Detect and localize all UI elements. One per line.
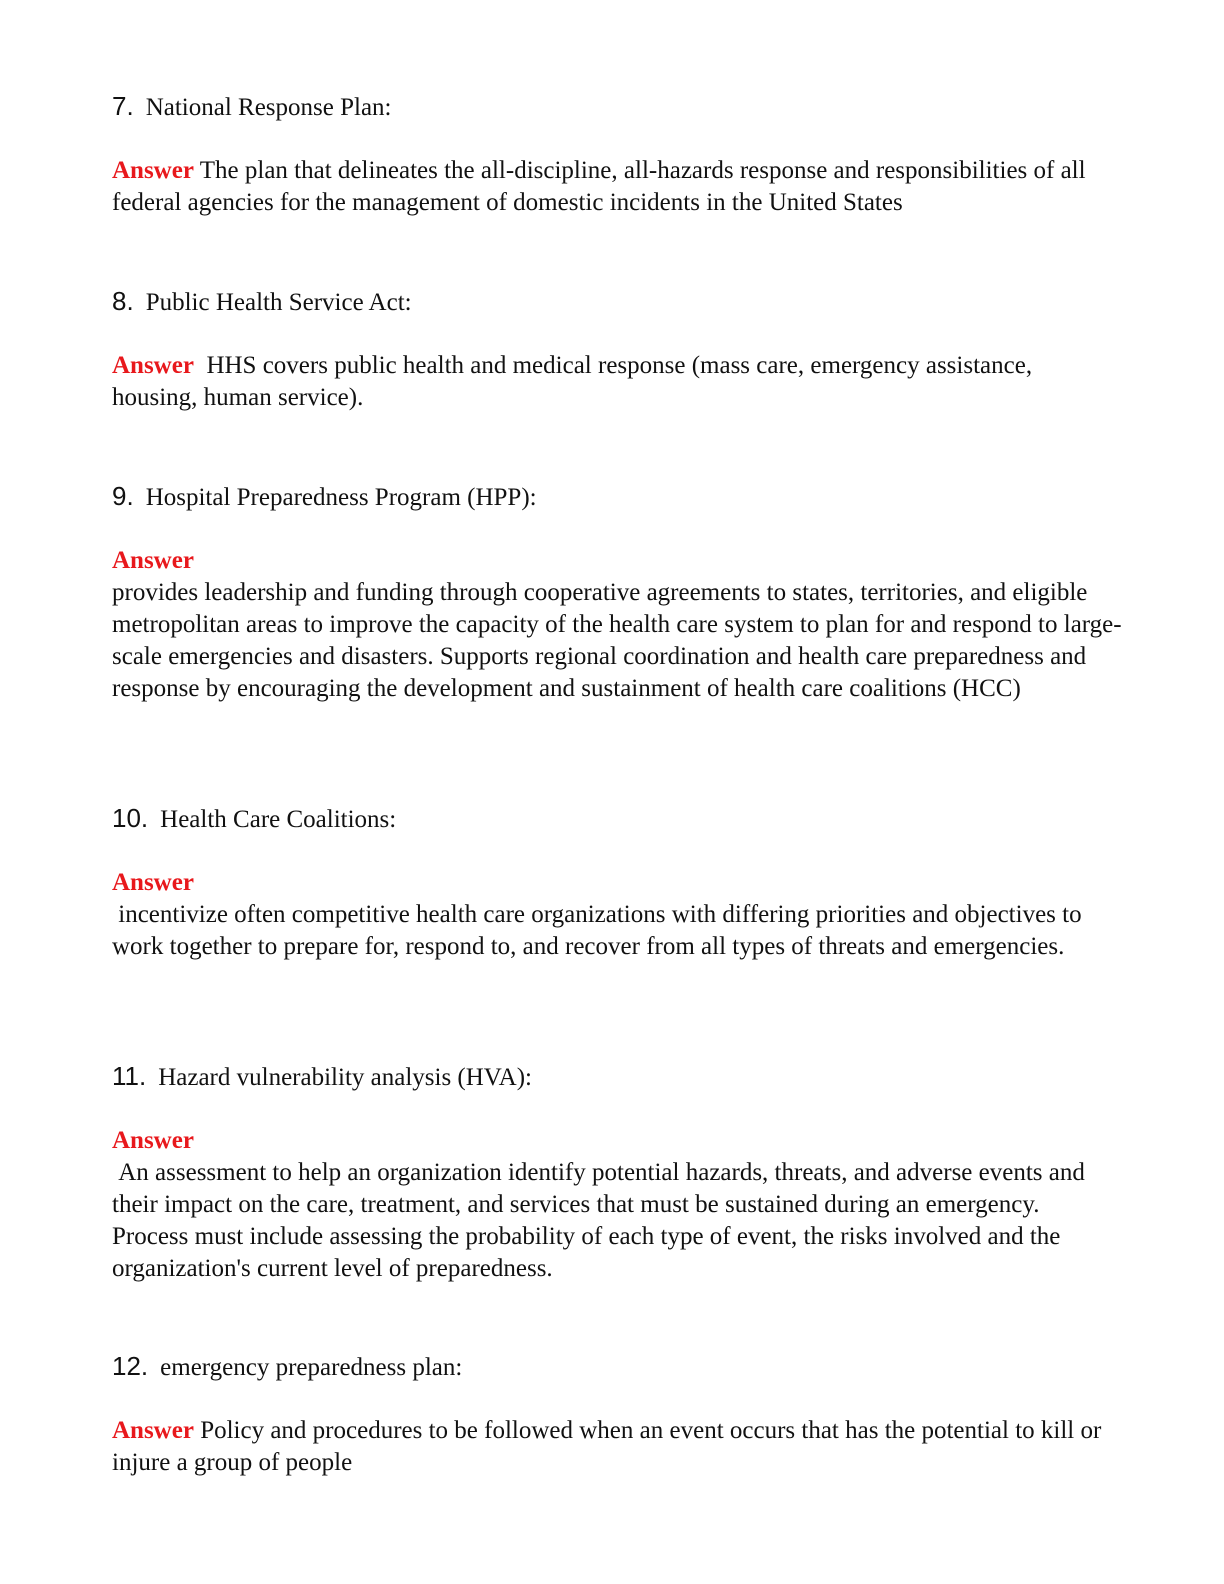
question-9 [112, 480, 1122, 514]
answer-text: incentivize often competitive health care organizations with differing priorities and objectives to work together to prepare for, respond to, and recover from all types of threats and emergencies. [112, 901, 1088, 960]
answer-label: Answer [112, 1417, 194, 1444]
answer-label: Answer [112, 352, 194, 379]
answer-label: Answer [112, 1127, 194, 1154]
question-text: Hazard vulnerability analysis (HVA): [158, 1064, 532, 1091]
question-number: 7. [112, 91, 134, 121]
answer-label: Answer [112, 547, 194, 574]
answer-text: Policy and procedures to be followed when an event occurs that has the potential to kill or injure a group of people [112, 1417, 1102, 1476]
answer-text: The plan that delineates the all-discipline, all-hazards response and responsibilities of all federal agencies for the management of domestic incidents in the United States [112, 157, 1086, 216]
question-number: 11. [112, 1061, 147, 1091]
question-number: 8. [112, 286, 134, 316]
question-text: Hospital Preparedness Program (HPP): [145, 484, 537, 511]
question-number: 9. [112, 481, 134, 511]
answer-text: An assessment to help an organization identify potential hazards, threats, and adverse events and their impact on the care, treatment, and services that must be sustained during an emergency. Process must include assessing the probability of each type of event, the risks involved and the organization's current level of preparedness. [112, 1159, 1092, 1282]
question-8 [112, 285, 1122, 319]
question-number: 10. [112, 803, 149, 833]
qa-item-11 [112, 1060, 1122, 1285]
answer-11 [112, 1125, 1122, 1285]
answer-label: Answer [112, 869, 194, 896]
question-10 [112, 802, 1122, 836]
question-12 [112, 1350, 1122, 1384]
answer-7 [112, 155, 1122, 219]
qa-item-12 [112, 1350, 1122, 1479]
answer-label: Answer [112, 157, 194, 184]
answer-9 [112, 545, 1122, 705]
question-text: Public Health Service Act: [145, 289, 412, 316]
qa-item-10 [112, 802, 1122, 963]
qa-item-9 [112, 480, 1122, 705]
question-text: National Response Plan: [145, 94, 392, 121]
question-text: emergency preparedness plan: [160, 1354, 463, 1381]
answer-12 [112, 1415, 1122, 1479]
qa-item-7 [112, 90, 1122, 219]
question-11 [112, 1060, 1122, 1094]
answer-text: provides leadership and funding through cooperative agreements to states, territories, and eligible metropolitan areas to improve the capacity of the health care system to plan for and respond to large-scale emergencies and disasters. Supports regional coordination and health care preparedness and response by encouraging the development and sustainment of health care coalitions (HCC) [112, 579, 1122, 702]
question-text: Health Care Coalitions: [160, 806, 397, 833]
qa-item-8 [112, 285, 1122, 414]
answer-text: HHS covers public health and medical response (mass care, emergency assistance, housing, human service). [112, 352, 1033, 411]
answer-8 [112, 350, 1122, 414]
question-7 [112, 90, 1122, 124]
answer-10 [112, 867, 1122, 963]
question-number: 12. [112, 1351, 149, 1381]
